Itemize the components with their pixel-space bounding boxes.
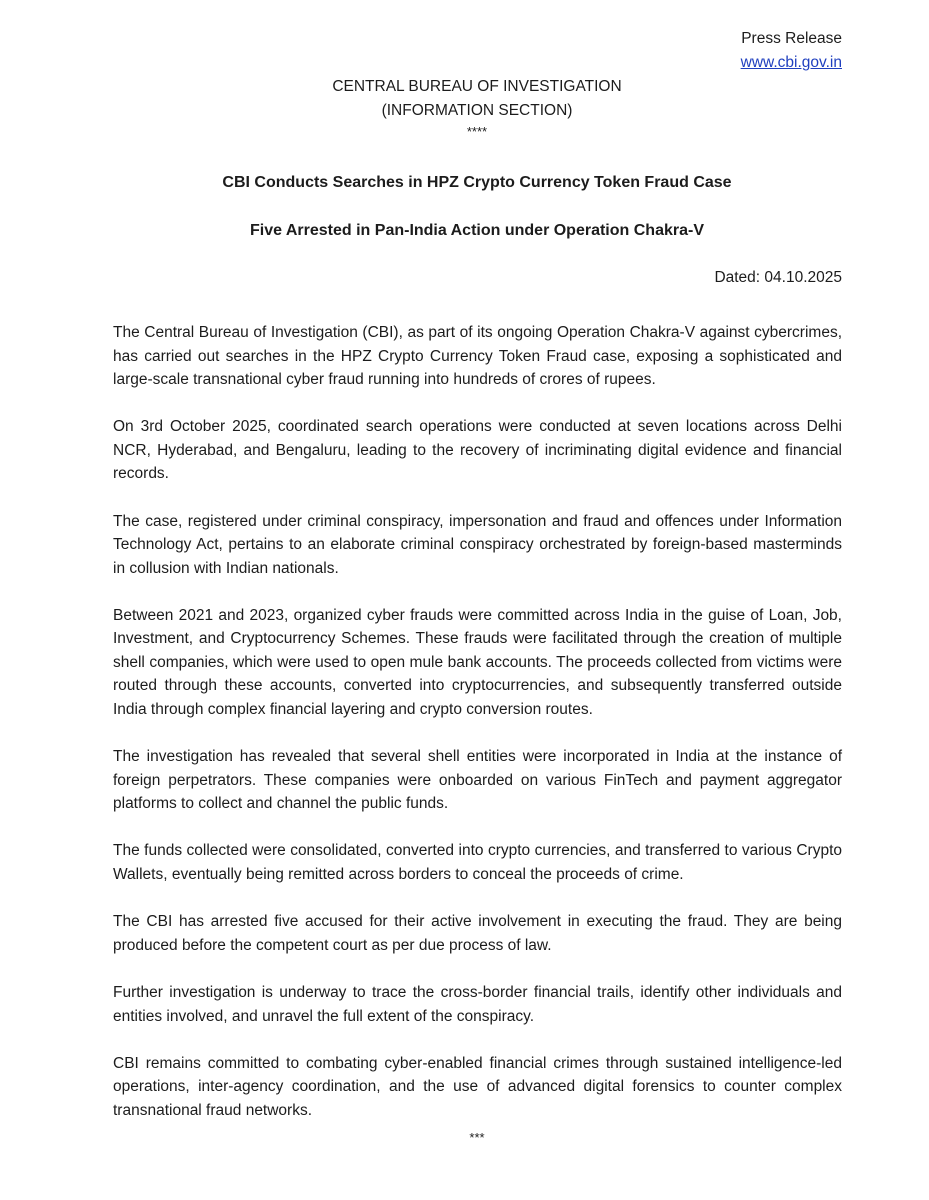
sub-title: Five Arrested in Pan-India Action under Operation Chakra-V	[249, 222, 704, 239]
organization-name: CENTRAL BUREAU OF INVESTIGATION	[332, 78, 622, 95]
paragraph: The case, registered under criminal conspiracy, impersonation and fraud and offences under Information Technology Act, pertains to an elaborate criminal conspiracy orchestrated by foreign-based masterminds in collusion with Indian nationals.	[113, 512, 842, 577]
main-title: CBI Conducts Searches in HPZ Crypto Currency Token Fraud Case	[222, 174, 732, 191]
end-marker: ***	[469, 1130, 485, 1145]
press-release-label: Press Release	[741, 30, 842, 47]
release-header	[741, 27, 842, 75]
paragraph: On 3rd October 2025, coordinated search operations were conducted at seven locations across Delhi NCR, Hyderabad, and Bengaluru, leading to the recovery of incriminating digital evidence and financial records.	[113, 418, 842, 483]
paragraph: Between 2021 and 2023, organized cyber frauds were committed across India in the guise of Loan, Job, Investment, and Cryptocurrency Schemes. These frauds were facilitated through the creation of multiple shell companies, which were used to open mule bank accounts. The proceeds collected from victims were routed through these accounts, converted into cryptocurrencies, and subsequently transferred outside India through complex financial layering and crypto conversion routes.	[113, 606, 842, 718]
website-link[interactable]: www.cbi.gov.in	[740, 54, 842, 71]
paragraph: The investigation has revealed that several shell entities were incorporated in India at the instance of foreign perpetrators. These companies were onboarded on various FinTech and payment aggregator platforms to collect and channel the public funds.	[113, 748, 842, 813]
paragraph: The funds collected were consolidated, converted into crypto currencies, and transferred to various Crypto Wallets, eventually being remitted across borders to conceal the proceeds of crime.	[113, 842, 842, 883]
paragraph: Further investigation is underway to trace the cross-border financial trails, identify other individuals and entities involved, and unravel the full extent of the conspiracy.	[113, 984, 842, 1025]
release-body	[113, 321, 842, 1146]
release-date: Dated: 04.10.2025	[714, 269, 842, 286]
paragraph: The Central Bureau of Investigation (CBI), as part of its ongoing Operation Chakra-V against cybercrimes, has carried out searches in the HPZ Crypto Currency Token Fraud case, exposing a sophisticated and large-scale transnational cyber fraud running into hundreds of crores of rupees.	[113, 324, 842, 388]
paragraph: The CBI has arrested five accused for their active involvement in executing the fraud. They are being produced before the competent court as per due process of law.	[113, 913, 842, 954]
paragraph: CBI remains committed to combating cyber-enabled financial crimes through sustained intelligence-led operations, inter-agency coordination, and the use of advanced digital forensics to counter complex transnational fraud networks.	[113, 1054, 842, 1119]
organization-section: (INFORMATION SECTION)	[381, 102, 573, 119]
organization-block	[0, 75, 929, 141]
header-separator: ****	[466, 124, 488, 139]
